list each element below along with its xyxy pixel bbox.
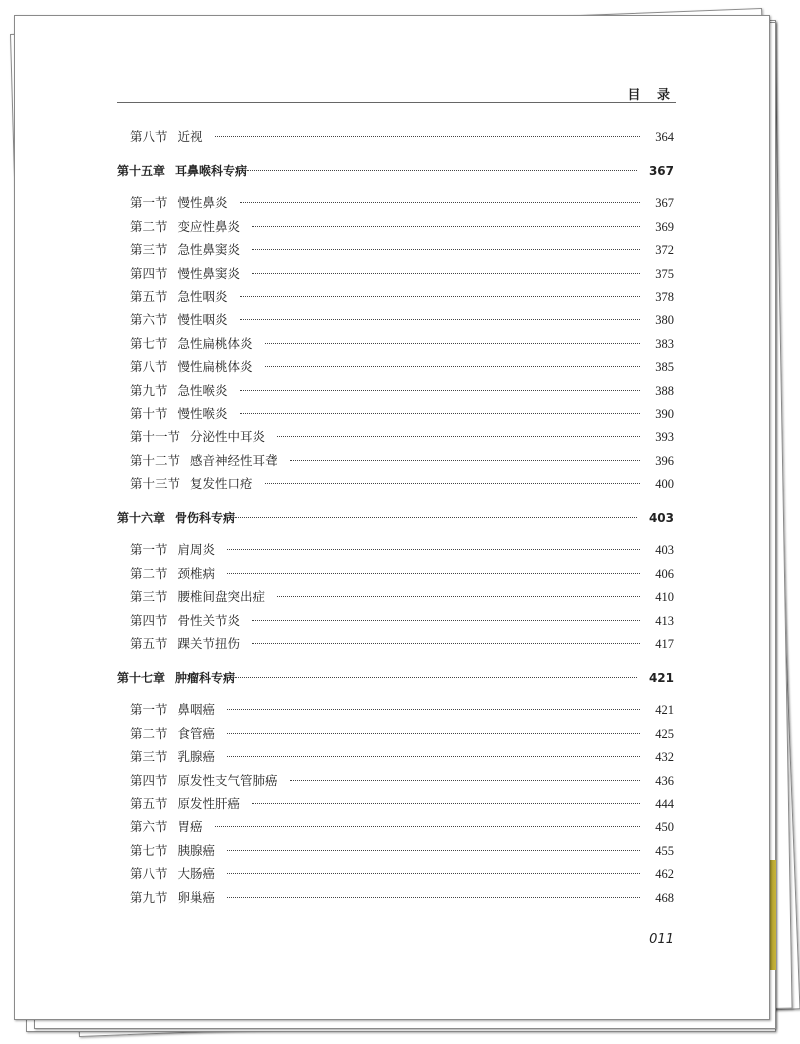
entry-label: 第四节 xyxy=(130,266,168,281)
entry-label: 第八节 xyxy=(130,867,168,882)
dot-leader xyxy=(252,803,640,804)
entry-page: 450 xyxy=(655,820,674,835)
toc-chapter-entry xyxy=(117,162,674,186)
toc-section-entry xyxy=(117,451,674,474)
entry-title: 慢性扁桃体炎 xyxy=(177,360,253,375)
entry-label: 第二节 xyxy=(130,726,168,741)
dot-leader xyxy=(277,436,640,437)
toc-section-entry xyxy=(117,817,674,840)
entry-page: 425 xyxy=(655,726,674,741)
toc-section-entry xyxy=(117,587,674,610)
entry-label: 第四节 xyxy=(130,613,168,628)
toc-section-entry xyxy=(117,193,674,216)
dot-leader xyxy=(265,343,640,344)
entry-page: 432 xyxy=(655,750,674,765)
dot-leader xyxy=(290,780,640,781)
toc-chapter-entry xyxy=(117,669,674,693)
entry-label: 第九节 xyxy=(130,383,168,398)
entry-label: 第四节 xyxy=(130,773,168,788)
entry-label: 第十节 xyxy=(130,406,168,421)
entry-page: 417 xyxy=(655,637,674,652)
entry-page: 385 xyxy=(655,360,674,375)
entry-page: 383 xyxy=(655,336,674,351)
dot-leader xyxy=(227,850,640,851)
dot-leader xyxy=(265,483,640,484)
entry-title: 胃癌 xyxy=(177,820,203,835)
entry-label: 第五节 xyxy=(130,289,168,304)
entry-title: 慢性鼻炎 xyxy=(177,196,228,211)
dot-leader xyxy=(227,549,640,550)
dot-leader xyxy=(227,897,640,898)
dot-leader xyxy=(240,413,640,414)
toc-section-entry xyxy=(117,357,674,380)
entry-label: 第六节 xyxy=(130,820,168,835)
entry-page: 403 xyxy=(648,511,674,526)
dot-leader xyxy=(252,249,640,250)
toc-section-entry xyxy=(117,700,674,723)
entry-title: 食管癌 xyxy=(177,726,216,741)
entry-label: 第一节 xyxy=(130,196,168,211)
entry-page: 367 xyxy=(648,164,674,179)
toc-section-entry xyxy=(117,724,674,747)
dot-leader xyxy=(240,319,640,320)
toc-section-entry xyxy=(117,864,674,887)
entry-page: 413 xyxy=(655,613,674,628)
toc-section-entry xyxy=(117,287,674,310)
dot-leader xyxy=(227,733,640,734)
entry-title: 骨伤科专病 xyxy=(175,511,236,526)
entry-title: 大肠癌 xyxy=(177,867,216,882)
entry-label: 第十一节 xyxy=(130,430,181,445)
entry-page: 369 xyxy=(655,219,674,234)
dot-leader xyxy=(235,677,637,678)
dot-leader xyxy=(290,460,640,461)
dot-leader xyxy=(235,517,637,518)
toc-section-entry xyxy=(117,334,674,357)
entry-page: 372 xyxy=(655,243,674,258)
entry-title: 肩周炎 xyxy=(177,543,216,558)
entry-page: 403 xyxy=(655,543,674,558)
entry-label: 第七节 xyxy=(130,843,168,858)
entry-page: 444 xyxy=(655,796,674,811)
entry-page: 406 xyxy=(655,566,674,581)
dot-leader xyxy=(252,643,640,644)
table-of-contents xyxy=(117,127,674,911)
entry-page: 393 xyxy=(655,430,674,445)
toc-section-entry xyxy=(117,427,674,450)
entry-label: 第六节 xyxy=(130,313,168,328)
running-header xyxy=(117,86,676,103)
dot-leader xyxy=(265,366,640,367)
toc-section-entry xyxy=(117,264,674,287)
entry-page: 455 xyxy=(655,843,674,858)
toc-chapter-entry xyxy=(117,509,674,533)
dot-leader xyxy=(215,826,640,827)
dot-leader xyxy=(252,273,640,274)
entry-title: 卵巢癌 xyxy=(177,890,216,905)
entry-label: 第十七章 xyxy=(117,671,166,686)
entry-page: 421 xyxy=(648,671,674,686)
entry-title: 颈椎病 xyxy=(177,566,216,581)
dot-leader xyxy=(252,226,640,227)
entry-title: 鼻咽癌 xyxy=(177,703,216,718)
entry-title: 复发性口疮 xyxy=(190,477,253,492)
entry-title: 肿瘤科专病 xyxy=(175,671,236,686)
dot-leader xyxy=(227,709,640,710)
entry-page: 375 xyxy=(655,266,674,281)
entry-label: 第一节 xyxy=(130,543,168,558)
entry-label: 第八节 xyxy=(130,360,168,375)
entry-label: 第七节 xyxy=(130,336,168,351)
entry-page: 468 xyxy=(655,890,674,905)
entry-title: 原发性支气管肺癌 xyxy=(177,773,278,788)
toc-section-entry xyxy=(117,611,674,634)
entry-label: 第五节 xyxy=(130,637,168,652)
entry-label: 第十三节 xyxy=(130,477,181,492)
entry-title: 近视 xyxy=(177,130,203,144)
entry-label: 第二节 xyxy=(130,219,168,234)
toc-section-entry xyxy=(117,474,674,497)
entry-label: 第十六章 xyxy=(117,511,166,526)
entry-title: 急性鼻窦炎 xyxy=(177,243,241,258)
entry-page: 378 xyxy=(655,289,674,304)
toc-section-entry xyxy=(117,841,674,864)
entry-title: 腰椎间盘突出症 xyxy=(177,590,266,605)
entry-label: 第三节 xyxy=(130,243,168,258)
dot-leader xyxy=(240,296,640,297)
entry-title: 骨性关节炎 xyxy=(177,613,241,628)
entry-label: 第一节 xyxy=(130,703,168,718)
toc-section-entry xyxy=(117,217,674,240)
header-title: 目 录 xyxy=(627,88,676,103)
entry-page: 364 xyxy=(655,130,674,144)
toc-section-entry xyxy=(117,310,674,333)
dot-leader xyxy=(247,170,637,171)
toc-section-entry xyxy=(117,634,674,657)
entry-title: 原发性肝癌 xyxy=(177,796,241,811)
entry-page: 462 xyxy=(655,867,674,882)
dot-leader xyxy=(240,202,640,203)
entry-title: 分泌性中耳炎 xyxy=(190,430,266,445)
entry-label: 第十五章 xyxy=(117,164,166,179)
entry-page: 390 xyxy=(655,406,674,421)
entry-page: 388 xyxy=(655,383,674,398)
entry-label: 第九节 xyxy=(130,890,168,905)
dot-leader xyxy=(227,573,640,574)
entry-title: 乳腺癌 xyxy=(177,750,216,765)
dot-leader xyxy=(277,596,640,597)
entry-page: 380 xyxy=(655,313,674,328)
toc-section-entry xyxy=(117,888,674,911)
entry-title: 耳鼻喉科专病 xyxy=(175,164,248,179)
toc-section-entry xyxy=(117,564,674,587)
entry-title: 胰腺癌 xyxy=(177,843,216,858)
toc-section-entry xyxy=(117,127,674,150)
entry-title: 变应性鼻炎 xyxy=(177,219,241,234)
entry-page: 396 xyxy=(655,453,674,468)
dot-leader xyxy=(227,756,640,757)
page-number: 011 xyxy=(649,932,674,947)
entry-title: 慢性咽炎 xyxy=(177,313,228,328)
dot-leader xyxy=(215,136,640,137)
dot-leader xyxy=(227,873,640,874)
entry-title: 急性咽炎 xyxy=(177,289,228,304)
toc-section-entry xyxy=(117,771,674,794)
entry-label: 第十二节 xyxy=(130,453,181,468)
entry-title: 踝关节扭伤 xyxy=(177,637,241,652)
entry-title: 慢性喉炎 xyxy=(177,406,228,421)
entry-page: 421 xyxy=(655,703,674,718)
entry-title: 慢性鼻窦炎 xyxy=(177,266,241,281)
entry-title: 急性喉炎 xyxy=(177,383,228,398)
entry-page: 436 xyxy=(655,773,674,788)
entry-label: 第三节 xyxy=(130,750,168,765)
entry-title: 急性扁桃体炎 xyxy=(177,336,253,351)
toc-section-entry xyxy=(117,540,674,563)
entry-page: 410 xyxy=(655,590,674,605)
entry-label: 第五节 xyxy=(130,796,168,811)
dot-leader xyxy=(240,390,640,391)
toc-section-entry xyxy=(117,794,674,817)
entry-page: 400 xyxy=(655,477,674,492)
entry-label: 第八节 xyxy=(130,130,168,144)
entry-label: 第三节 xyxy=(130,590,168,605)
entry-page: 367 xyxy=(655,196,674,211)
toc-section-entry xyxy=(117,240,674,263)
entry-label: 第二节 xyxy=(130,566,168,581)
toc-section-entry xyxy=(117,381,674,404)
toc-section-entry xyxy=(117,404,674,427)
dot-leader xyxy=(252,620,640,621)
entry-title: 感音神经性耳聋 xyxy=(190,453,278,468)
toc-section-entry xyxy=(117,747,674,770)
